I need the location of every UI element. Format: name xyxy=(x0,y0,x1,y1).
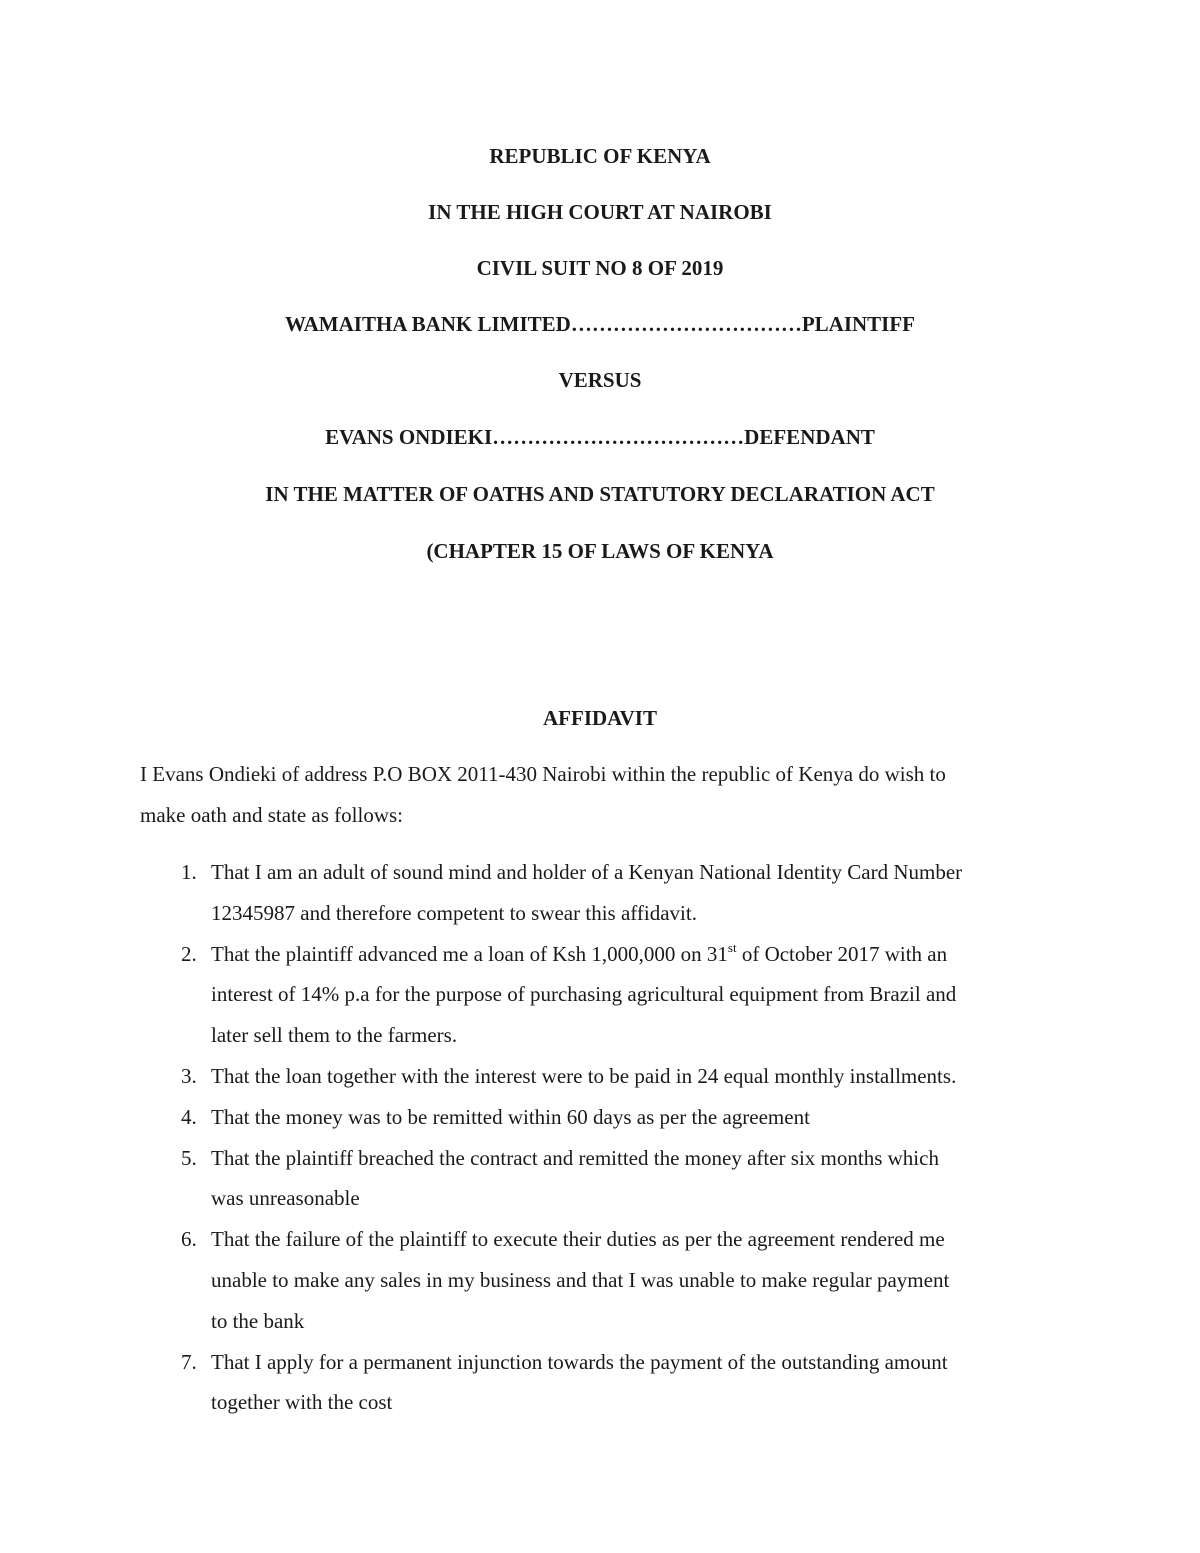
list-item-number: 5. xyxy=(181,1145,197,1170)
header-versus: VERSUS xyxy=(558,368,642,392)
list-item-number: 2. xyxy=(181,941,197,966)
header-matter: IN THE MATTER OF OATHS AND STATUTORY DECLARATION ACT xyxy=(265,482,935,506)
list-item-line: That I apply for a permanent injunction towards the payment of the outstanding amount xyxy=(211,1349,948,1374)
intro-line: make oath and state as follows: xyxy=(140,803,404,827)
list-item-line: 12345987 and therefore competent to swear this affidavit. xyxy=(211,900,697,925)
list-item-line: That the plaintiff breached the contract and remitted the money after six months which xyxy=(211,1145,939,1170)
list-item-line: later sell them to the farmers. xyxy=(211,1023,458,1048)
intro-line: I Evans Ondieki of address P.O BOX 2011-430 Nairobi within the republic of Kenya do wish to xyxy=(140,762,946,786)
header-suit-number: CIVIL SUIT NO 8 OF 2019 xyxy=(476,256,724,280)
list-item-number: 6. xyxy=(181,1227,197,1252)
list-item-line: was unreasonable xyxy=(211,1186,360,1211)
list-item xyxy=(140,852,1070,934)
header-chapter: (CHAPTER 15 OF LAWS OF KENYA xyxy=(426,539,774,563)
list-item-number: 1. xyxy=(181,860,197,884)
list-item-line: together with the cost xyxy=(211,1390,393,1415)
header-republic: REPUBLIC OF KENYA xyxy=(489,144,711,168)
list-item-text: That the plaintiff advanced me a loan of Ksh 1,000,000 on 31 xyxy=(211,941,728,966)
list-item-line: to the bank xyxy=(211,1308,305,1333)
statement-list xyxy=(140,852,1070,1423)
list-item-line: That the money was to be remitted within 60 days as per the agreement xyxy=(211,1104,810,1129)
header-plaintiff: WAMAITHA BANK LIMITED……………………………PLAINTIFF xyxy=(284,312,916,336)
list-item-number: 3. xyxy=(181,1063,197,1088)
list-item xyxy=(140,1097,1070,1138)
list-item-line: That I am an adult of sound mind and holder of a Kenyan National Identity Card Number xyxy=(211,860,963,884)
list-item-line: interest of 14% p.a for the purpose of purchasing agricultural equipment from Brazil and xyxy=(211,982,957,1007)
ordinal-suffix: st xyxy=(727,939,737,955)
intro-paragraph xyxy=(140,754,1070,836)
list-item xyxy=(140,934,1070,1056)
list-item xyxy=(140,1219,1070,1341)
list-item-number: 7. xyxy=(181,1349,197,1374)
list-item xyxy=(140,1138,1070,1220)
list-item-line: That the loan together with the interest were to be paid in 24 equal monthly installments. xyxy=(211,1063,957,1088)
list-item-number: 4. xyxy=(181,1104,197,1129)
list-item xyxy=(140,1342,1070,1424)
list-item-line xyxy=(211,934,1070,975)
list-item xyxy=(140,1056,1070,1097)
header-defendant: EVANS ONDIEKI………………………………DEFENDANT xyxy=(325,425,875,449)
list-item-line: unable to make any sales in my business and that I was unable to make regular payment xyxy=(211,1267,950,1292)
list-item-text: of October 2017 with an xyxy=(736,941,948,966)
list-item-line: That the failure of the plaintiff to execute their duties as per the agreement rendered me xyxy=(211,1227,945,1252)
document-title: AFFIDAVIT xyxy=(543,706,657,730)
header-court: IN THE HIGH COURT AT NAIROBI xyxy=(428,200,772,224)
